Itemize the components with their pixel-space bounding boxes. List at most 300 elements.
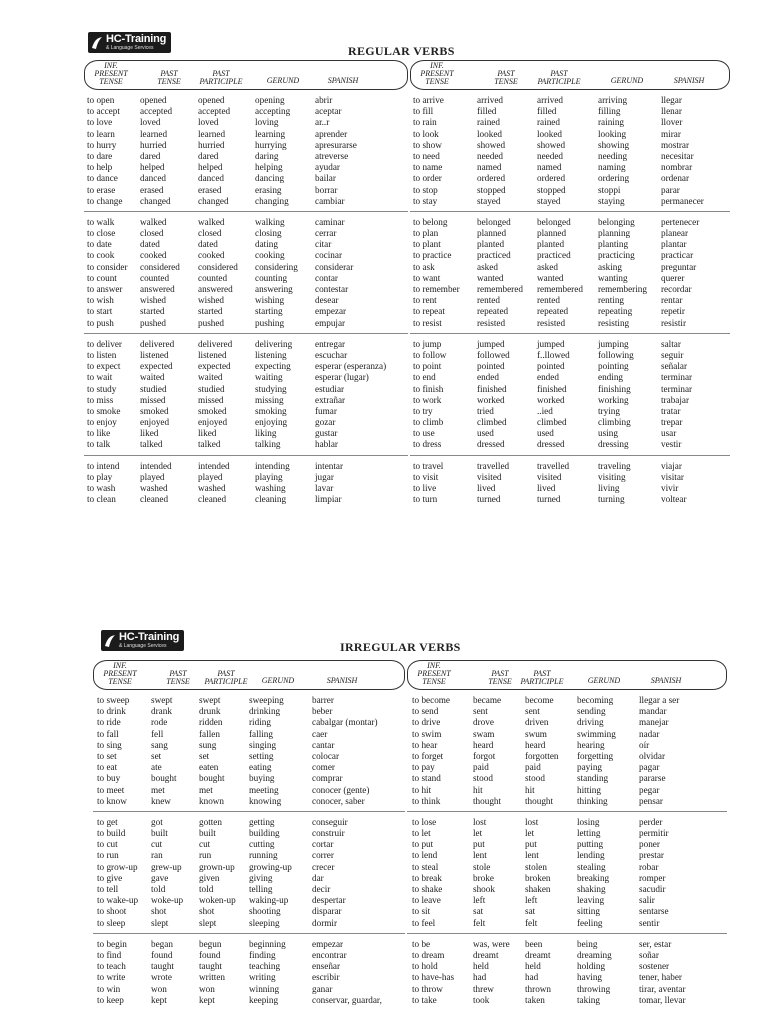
cell-past-participle: been — [525, 938, 543, 949]
cell-gerund: building — [249, 828, 280, 839]
cell-infinitive: to enjoy — [87, 417, 117, 428]
cell-infinitive: to rain — [413, 117, 437, 128]
cell-gerund: hearing — [577, 739, 605, 750]
cell-gerund: counting — [255, 272, 288, 283]
cell-gerund: studying — [255, 383, 287, 394]
cell-past-participle: dreamt — [525, 949, 551, 960]
cell-past-participle: swept — [199, 695, 221, 705]
cell-infinitive: to practice — [413, 250, 452, 261]
cell-gerund: asking — [598, 261, 622, 272]
verb-row — [410, 395, 730, 406]
verb-row — [407, 906, 727, 917]
cell-infinitive: to open — [87, 95, 115, 105]
cell-past-tense: dared — [140, 150, 161, 161]
cell-spanish: ayudar — [315, 162, 340, 173]
cell-past-participle: found — [199, 949, 221, 960]
cell-infinitive: to expect — [87, 361, 121, 372]
cell-past-tense: broke — [473, 872, 494, 883]
cell-past-tense: counted — [140, 272, 170, 283]
cell-past-tense: planted — [477, 239, 505, 250]
verb-row — [407, 828, 727, 839]
cell-past-tense: liked — [140, 428, 159, 439]
verb-row — [410, 339, 730, 350]
cell-past-tense: dreamt — [473, 949, 499, 960]
cell-spanish: soñar — [639, 949, 659, 960]
cell-past-participle: lived — [537, 483, 556, 493]
cell-past-participle: intended — [198, 460, 230, 471]
cell-gerund: jumping — [598, 338, 629, 349]
verb-row — [93, 717, 405, 728]
cell-spanish: contar — [315, 272, 338, 283]
cell-gerund: having — [577, 972, 603, 983]
verb-row — [93, 706, 405, 717]
cell-gerund: expecting — [255, 361, 291, 372]
verb-row — [410, 185, 730, 196]
verb-row — [410, 417, 730, 428]
cell-infinitive: to buy — [97, 773, 121, 784]
regular-verbs-table-right — [410, 60, 730, 509]
verb-row — [84, 384, 408, 395]
cell-infinitive: to turn — [413, 494, 438, 505]
cell-infinitive: to win — [97, 983, 121, 994]
cell-spanish: llegar a ser — [639, 695, 680, 705]
cell-gerund: needing — [598, 150, 628, 161]
cell-gerund: visiting — [598, 471, 626, 482]
cell-past-participle: driven — [525, 717, 549, 728]
cell-past-tense: wanted — [477, 272, 504, 283]
verb-row — [407, 961, 727, 972]
header-past-tense: PAST TENSE — [488, 669, 512, 686]
cell-past-participle: paid — [525, 762, 541, 773]
header-past-participle: PAST PARTICIPLE — [520, 669, 564, 686]
cell-spanish: comer — [312, 762, 335, 773]
cell-spanish: dar — [312, 872, 324, 883]
cell-past-participle: listened — [198, 349, 227, 360]
cell-infinitive: to belong — [413, 216, 448, 227]
cell-spanish: beber — [312, 706, 333, 717]
cell-past-participle: repeated — [537, 306, 569, 317]
verb-row — [407, 817, 727, 828]
cell-past-participle: rained — [537, 117, 560, 128]
verb-row — [407, 995, 727, 1006]
cell-gerund: following — [598, 349, 634, 360]
cell-spanish: preguntar — [661, 261, 697, 272]
cell-spanish: conservar, guardar, — [312, 994, 382, 1005]
cell-infinitive: to forget — [412, 750, 444, 761]
cell-gerund: walking — [255, 216, 285, 227]
cell-past-tense: named — [477, 162, 502, 173]
cell-infinitive: to fill — [413, 106, 434, 117]
cell-past-participle: missed — [198, 394, 224, 405]
cell-gerund: trying — [598, 405, 620, 416]
cell-past-participle: looked — [537, 128, 563, 139]
verb-row — [410, 483, 730, 494]
cell-gerund: answering — [255, 284, 293, 294]
cell-infinitive: to arrive — [413, 95, 444, 105]
cell-past-tense: hit — [473, 784, 483, 795]
cell-infinitive: to dare — [87, 150, 113, 161]
cell-past-tense: listened — [140, 349, 169, 360]
cell-past-tense: jumped — [477, 338, 505, 349]
logo-name: HC-Training — [106, 33, 167, 45]
verb-row — [84, 350, 408, 361]
cell-spanish: lavar — [315, 483, 334, 493]
cell-past-tense: kept — [151, 994, 167, 1005]
cell-infinitive: to need — [413, 150, 440, 161]
verb-row — [93, 740, 405, 751]
cell-past-participle: closed — [198, 228, 222, 239]
cell-gerund: giving — [249, 872, 273, 883]
cell-past-tense: stole — [473, 861, 491, 872]
verb-row — [407, 862, 727, 873]
cell-spanish: plantar — [661, 239, 687, 250]
cell-infinitive: to learn — [87, 128, 115, 139]
cell-spanish: romper — [639, 872, 666, 883]
cell-past-participle: delivered — [198, 338, 233, 349]
verb-row — [410, 106, 730, 117]
cell-infinitive: to dress — [413, 439, 442, 450]
cell-spanish: repetir — [661, 306, 685, 317]
cell-gerund: dating — [255, 239, 278, 250]
verb-row — [84, 395, 408, 406]
verb-row — [84, 483, 408, 494]
cell-infinitive: to let — [412, 828, 431, 839]
column-header — [407, 660, 727, 690]
cell-spanish: visitar — [661, 471, 684, 482]
cell-past-tense: stood — [473, 773, 493, 784]
cell-spanish: aprender — [315, 128, 348, 139]
cell-past-tense: started — [140, 306, 165, 317]
cell-spanish: empezar — [312, 938, 344, 949]
cell-spanish: mostrar — [661, 139, 690, 150]
cell-past-tense: filled — [477, 106, 497, 117]
verb-row — [410, 173, 730, 184]
cell-spanish: fumar — [315, 405, 337, 416]
cell-past-participle: belonged — [537, 216, 571, 227]
verb-row — [84, 173, 408, 184]
cell-gerund: resisting — [598, 317, 630, 328]
cell-infinitive: to count — [87, 272, 117, 283]
cell-past-participle: given — [199, 872, 220, 883]
cell-spanish: conocer (gente) — [312, 784, 370, 795]
cell-gerund: accepting — [255, 106, 291, 117]
cell-infinitive: to cook — [87, 250, 115, 261]
cell-past-tense: accepted — [140, 106, 173, 117]
cell-past-tense: ordered — [477, 173, 506, 184]
cell-infinitive: to plant — [413, 239, 441, 250]
cell-spanish: esperar (lugar) — [315, 372, 369, 383]
cell-past-tense: learned — [140, 128, 168, 139]
cell-past-tense: changed — [140, 195, 171, 206]
cell-infinitive: to close — [87, 228, 116, 239]
cell-past-tense: washed — [140, 483, 168, 493]
cell-past-participle: dared — [198, 150, 219, 161]
header-spanish: SPANISH — [327, 76, 359, 85]
cell-past-participle: liked — [198, 428, 217, 439]
cell-gerund: planning — [598, 228, 631, 239]
cell-past-tense: ran — [151, 850, 163, 861]
header-past-tense: PAST TENSE — [166, 669, 190, 686]
cell-infinitive: to clean — [87, 494, 116, 505]
column-header — [84, 60, 408, 90]
cell-past-participle: showed — [537, 139, 566, 150]
cell-past-tense: shot — [151, 906, 167, 917]
cell-past-participle: jumped — [537, 338, 565, 349]
cell-gerund: intending — [255, 460, 290, 471]
cell-past-participle: wished — [198, 295, 225, 306]
cell-spanish: viajar — [661, 460, 682, 471]
cell-past-participle: pointed — [537, 361, 565, 372]
cell-infinitive: to sit — [412, 906, 431, 917]
cell-gerund: pointing — [598, 361, 629, 372]
cell-gerund: holding — [577, 961, 606, 972]
cell-past-tense: followed — [477, 349, 510, 360]
cell-gerund: cutting — [249, 839, 275, 850]
cell-past-tense: loved — [140, 117, 161, 128]
cell-spanish: prestar — [639, 850, 664, 861]
cell-gerund: considering — [255, 261, 298, 272]
cell-gerund: eating — [249, 762, 272, 773]
cell-past-tense: showed — [477, 139, 506, 150]
cell-spanish: decir — [312, 884, 331, 894]
cell-past-tense: grew-up — [151, 861, 182, 872]
verb-row — [93, 895, 405, 906]
cell-past-tense: cut — [151, 839, 163, 850]
cell-past-tense: heard — [473, 739, 494, 750]
cell-past-participle: felt — [525, 917, 538, 928]
cell-past-participle: dressed — [537, 439, 565, 450]
cell-infinitive: to travel — [413, 460, 444, 471]
cell-gerund: sweeping — [249, 695, 284, 705]
verb-row — [84, 318, 408, 329]
verb-row — [84, 239, 408, 250]
verb-row — [407, 972, 727, 983]
cell-infinitive: to lend — [412, 850, 438, 861]
verb-row — [93, 939, 405, 950]
cell-past-participle: turned — [537, 494, 561, 505]
cell-spanish: dormir — [312, 917, 338, 928]
cell-infinitive: to date — [87, 239, 112, 250]
verb-row — [93, 918, 405, 929]
cell-infinitive: to meet — [97, 784, 125, 795]
cell-infinitive: to shoot — [97, 906, 127, 917]
verb-row — [93, 984, 405, 995]
cell-past-tense: climbed — [477, 417, 507, 428]
cell-past-participle: danced — [198, 173, 225, 184]
cell-past-tense: dated — [140, 239, 160, 250]
cell-spanish: colocar — [312, 750, 340, 761]
cell-infinitive: to become — [412, 695, 451, 705]
verb-row — [410, 140, 730, 151]
cell-past-participle: ridden — [199, 717, 223, 728]
cell-infinitive: to hear — [412, 739, 438, 750]
cell-spanish: entregar — [315, 338, 346, 349]
header-past-participle: PAST PARTICIPLE — [204, 669, 248, 686]
cell-spanish: trepar — [661, 417, 683, 428]
cell-spanish: sacudir — [639, 884, 666, 894]
verb-row — [84, 273, 408, 284]
cell-spanish: despertar — [312, 895, 346, 906]
cell-past-participle: cleaned — [198, 494, 227, 505]
cell-past-participle: hurried — [198, 139, 225, 150]
cell-past-participle: played — [198, 471, 223, 482]
verb-row — [84, 185, 408, 196]
cell-infinitive: to be — [412, 938, 431, 949]
cell-spanish: pegar — [639, 784, 660, 795]
verb-row — [410, 439, 730, 450]
cell-past-participle: shaken — [525, 884, 551, 894]
verb-row — [84, 284, 408, 295]
cell-infinitive: to listen — [87, 349, 117, 360]
verb-row — [84, 250, 408, 261]
cell-gerund: renting — [598, 295, 625, 306]
verb-group — [93, 690, 405, 812]
cell-past-tense: put — [473, 839, 485, 850]
verb-row — [84, 406, 408, 417]
cell-spanish: tener, haber — [639, 972, 682, 983]
verb-group — [84, 90, 408, 212]
cell-past-participle: erased — [198, 184, 222, 195]
verb-group — [407, 934, 727, 1010]
cell-past-participle: opened — [198, 95, 225, 105]
cell-infinitive: to tell — [97, 884, 119, 894]
cell-past-tense: paid — [473, 762, 489, 773]
cell-gerund: naming — [598, 162, 626, 173]
verb-row — [93, 961, 405, 972]
verb-row — [410, 406, 730, 417]
cell-spanish: ordenar — [661, 173, 690, 184]
verb-group — [93, 812, 405, 934]
cell-infinitive: to resist — [413, 317, 442, 328]
verb-row — [93, 862, 405, 873]
cell-past-tense: forgot — [473, 750, 496, 761]
verb-row — [410, 472, 730, 483]
verb-rows — [84, 90, 408, 509]
cell-infinitive: to shake — [412, 884, 443, 894]
cell-gerund: shooting — [249, 906, 281, 917]
verb-row — [410, 384, 730, 395]
cell-past-tense: threw — [473, 983, 494, 994]
cell-infinitive: to miss — [87, 394, 114, 405]
verb-row — [84, 461, 408, 472]
cell-infinitive: to sing — [97, 739, 122, 750]
cell-past-participle: helped — [198, 162, 223, 173]
cell-past-tense: cleaned — [140, 494, 169, 505]
verb-row — [407, 729, 727, 740]
verb-row — [407, 839, 727, 850]
cell-spanish: seguir — [661, 349, 684, 360]
cell-past-tense: cooked — [140, 250, 167, 261]
cell-spanish: cocinar — [315, 250, 343, 261]
cell-past-participle: needed — [537, 150, 564, 161]
cell-spanish: disparar — [312, 906, 342, 917]
cell-infinitive: to dream — [412, 949, 445, 960]
cell-gerund: throwing — [577, 983, 611, 994]
cell-gerund: climbing — [598, 417, 631, 428]
cell-past-participle: enjoyed — [198, 417, 228, 428]
cell-infinitive: to jump — [413, 338, 442, 349]
cell-past-participle: had — [525, 972, 539, 983]
cell-infinitive: to build — [97, 828, 126, 839]
cell-spanish: cortar — [312, 839, 334, 850]
cell-gerund: teaching — [249, 961, 281, 972]
cell-infinitive: to hurry — [87, 139, 117, 150]
logo-swoosh-icon — [104, 634, 116, 648]
sheet-title: REGULAR VERBS — [348, 44, 455, 58]
header-infinitive: INF. PRESENT TENSE — [420, 61, 454, 86]
verb-row — [410, 228, 730, 239]
cell-gerund: finding — [249, 949, 276, 960]
verb-row — [410, 273, 730, 284]
verb-row — [93, 817, 405, 828]
cell-spanish: sentarse — [639, 906, 669, 917]
cell-infinitive: to hit — [412, 784, 432, 795]
cell-infinitive: to fall — [97, 728, 119, 739]
cell-past-tense: asked — [477, 261, 498, 272]
verb-row — [410, 461, 730, 472]
verb-row — [84, 196, 408, 207]
cell-past-tense: considered — [140, 261, 180, 272]
cell-past-tense: tried — [477, 405, 494, 416]
cell-gerund: falling — [249, 728, 273, 739]
cell-gerund: working — [598, 394, 629, 405]
verb-row — [93, 729, 405, 740]
verb-row — [93, 773, 405, 784]
cell-spanish: tomar, llevar — [639, 994, 686, 1005]
cell-gerund: enjoying — [255, 417, 288, 428]
verb-row — [84, 472, 408, 483]
cell-gerund: taking — [577, 994, 600, 1005]
cell-spanish: pararse — [639, 773, 666, 784]
cell-infinitive: to consider — [87, 261, 128, 272]
cell-past-tense: sent — [473, 706, 488, 717]
cell-spanish: caminar — [315, 216, 345, 227]
cell-past-participle: remembered — [537, 284, 583, 294]
cell-infinitive: to teach — [97, 961, 126, 972]
cell-past-tense: held — [473, 961, 489, 972]
company-logo — [88, 32, 171, 53]
cell-gerund: wishing — [255, 295, 285, 306]
cell-past-participle: waited — [198, 372, 223, 383]
cell-spanish: escribir — [312, 972, 340, 983]
cell-infinitive: to know — [97, 795, 127, 806]
cell-past-tense: worked — [477, 394, 505, 405]
cell-past-tense: erased — [140, 184, 164, 195]
verb-row — [410, 117, 730, 128]
cell-infinitive: to steal — [412, 861, 439, 872]
cell-spanish: aceptar — [315, 106, 342, 117]
cell-gerund: closing — [255, 228, 282, 239]
cell-past-tense: planned — [477, 228, 507, 239]
cell-gerund: stealing — [577, 861, 606, 872]
cell-infinitive: to stay — [413, 195, 438, 206]
verb-row — [84, 129, 408, 140]
cell-gerund: opening — [255, 95, 285, 105]
cell-past-participle: ordered — [537, 173, 566, 184]
verb-group — [410, 90, 730, 212]
cell-past-participle: forgotten — [525, 750, 559, 761]
verb-row — [93, 850, 405, 861]
cell-gerund: finishing — [598, 383, 631, 394]
header-gerund: GERUND — [587, 676, 621, 685]
cell-infinitive: to look — [413, 128, 439, 139]
cell-infinitive: to throw — [412, 983, 443, 994]
cell-past-participle: put — [525, 839, 537, 850]
verb-group — [407, 812, 727, 934]
cell-past-tense: swept — [151, 695, 173, 705]
cell-spanish: cerrar — [315, 228, 337, 239]
cell-spanish: nombrar — [661, 162, 693, 173]
